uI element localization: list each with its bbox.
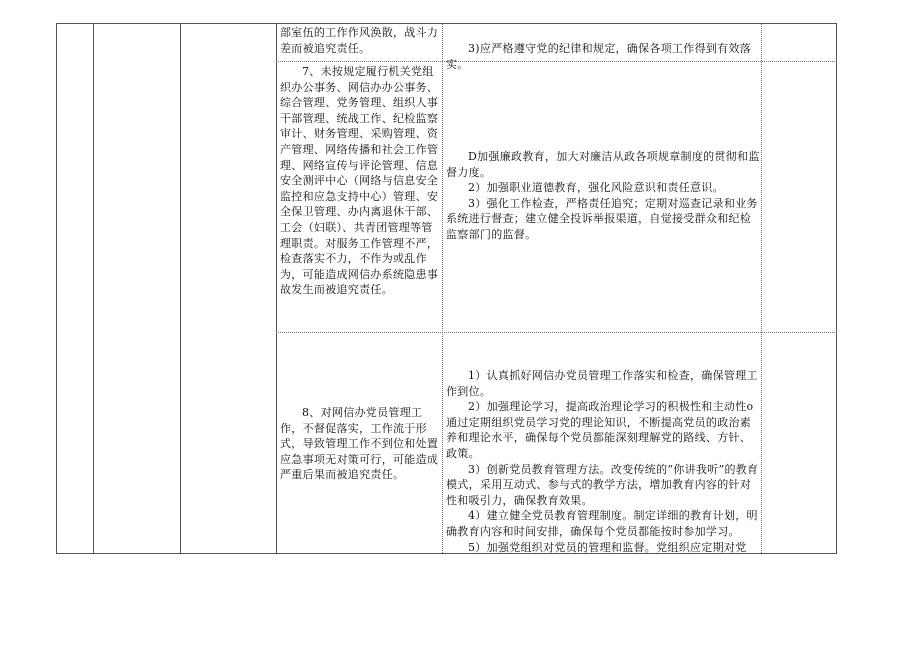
column-divider-1 bbox=[93, 23, 94, 553]
measure-item: 2）加强理论学习，提高政治理论学习的积极性和主动性o通过定期组织党员学习党的理论知识，不断提高党员的政治素养和理论水平，确保每个党员都能深刻理解党的路线、方针、政策。 bbox=[446, 400, 754, 460]
risk-text-row1: 部室伍的工作作风涣散，战斗力差而被追究责任。 bbox=[280, 26, 439, 55]
measure-item: 2）加强职业道德教育，强化风险意识和责任意识。 bbox=[468, 181, 724, 195]
measure-item: 1）认真抓好网信办党员管理工作落实和检查，确保管理工作到位。 bbox=[446, 369, 758, 398]
measure-item: 3）创新党员教育管理方法。改变传统的“你讲我听”的教育模式，采用互动式、参与式的教学方法，增加教育内容的针对性和吸引力，确保教育效果。 bbox=[446, 462, 759, 507]
risk-text-row2: 7、未按规定履行机关党组织办公事务、网信办办公事务、综合管理、党务管理、组织人事干部管理、统战工作、纪检监察审计、财务管理、采购管理、资产管理、网络传播和社会工作管理、网络宣传与评论管理、信息安全测评中心（网络与信息安全监控和应急支持中心）管理、安全保卫管理、办内离退休干部、工会（妇联）、共青团管理等管理职责。对服务工作管理不严，检查落实不力，不作为或乱作为，可能造成网信办系统隐患事故发生而被追究责任。 bbox=[280, 65, 439, 297]
risk-cell-row3 bbox=[280, 405, 440, 483]
table-border-right bbox=[836, 23, 837, 553]
table-border-top bbox=[56, 23, 837, 24]
risk-text-row3: 8、对网信办党员管理工作，不督促落实，工作流于形式，导致管理工作不到位和处置应急事项无对策可行，可能造成严重后果而被追究责任。 bbox=[280, 406, 439, 482]
measure-item: D加强廉政教育，加大对廉洁从政各项规章制度的贯彻和监督力度。 bbox=[446, 150, 760, 179]
row-divider-2 bbox=[276, 332, 837, 333]
measure-item: 5）加强党组织对党员的管理和监督。党组织应定期对党 bbox=[468, 540, 747, 554]
risk-cell-row2 bbox=[280, 64, 440, 298]
measure-item: 4）建立健全党员教育管理制度。制定详细的教育计划，明确教育内容和时间安排，确保每个党员都能按时参加学习。 bbox=[446, 509, 758, 538]
column-divider-4 bbox=[442, 23, 443, 553]
measure-cell-row2 bbox=[446, 149, 760, 243]
measure-cell-row1 bbox=[446, 41, 760, 72]
column-divider-5 bbox=[761, 23, 762, 553]
risk-cell-row1 bbox=[280, 25, 440, 56]
column-divider-2 bbox=[180, 23, 181, 553]
measure-item: 3）强化工作检查，严格责任追究；定期对巡查记录和业务系统进行督查；建立健全投诉举报渠道，自觉接受群众和纪检监察部门的监督。 bbox=[446, 196, 758, 241]
column-divider-3 bbox=[276, 23, 277, 553]
measure-text-row1: 3)应严格遵守党的纪律和规定，确保各项工作得到有效落实。 bbox=[446, 42, 752, 71]
table-border-left bbox=[56, 23, 57, 553]
measure-cell-row3 bbox=[446, 368, 760, 555]
